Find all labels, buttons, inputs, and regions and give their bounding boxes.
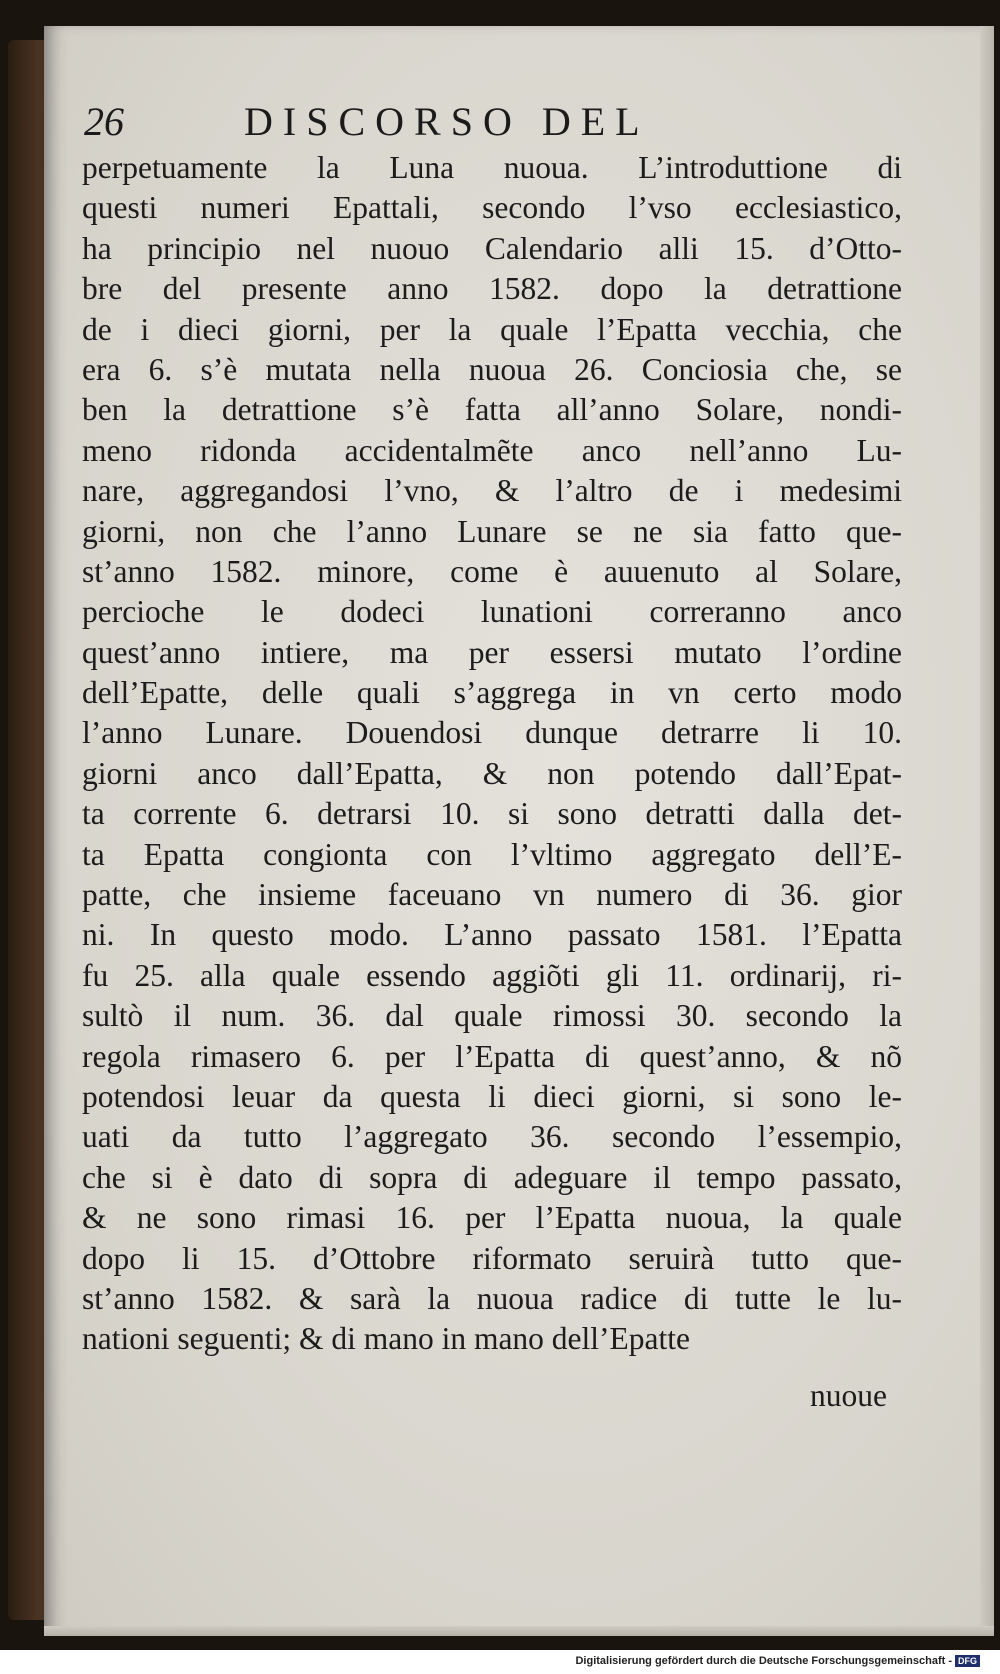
text-line: quest’anno intiere, ma per essersi mutato l’ordine bbox=[82, 634, 902, 670]
text-line: era 6. s’è mutata nella nuoua 26. Conciosia che, se bbox=[82, 351, 902, 387]
running-head: DISCORSO DEL bbox=[244, 99, 650, 144]
funding-credit bbox=[575, 1655, 980, 1667]
text-line: sultò il num. 36. dal quale rimossi 30. secondo la bbox=[82, 998, 902, 1034]
text-line: giorni anco dall’Epatta, & non potendo dall’Epat- bbox=[82, 755, 902, 791]
text-line: regola rimasero 6. per l’Epatta di quest’anno, & nõ bbox=[82, 1038, 902, 1074]
page-edge-bottom bbox=[44, 1626, 994, 1636]
text-line: ta Epatta congionta con l’vltimo aggregato dell’E- bbox=[82, 836, 902, 872]
text-line: questi numeri Epattali, secondo l’vso ecclesiastico, bbox=[82, 190, 902, 226]
footer-strip bbox=[0, 1650, 1000, 1674]
text-line: nare, aggregandosi l’vno, & l’altro de i medesimi bbox=[82, 473, 902, 509]
body-text bbox=[82, 148, 902, 1360]
text-line: giorni, non che l’anno Lunare se ne sia fatto que- bbox=[82, 513, 902, 549]
text-line: meno ridonda accidentalmẽte anco nell’anno Lu- bbox=[82, 432, 902, 468]
text-line: uati da tutto l’aggregato 36. secondo l’essempio, bbox=[82, 1119, 902, 1155]
page-header bbox=[84, 98, 884, 150]
text-line: patte, che insieme faceuano vn numero di 36. gior bbox=[82, 877, 902, 913]
text-line: dopo li 15. d’Ottobre riformato seruirà tutto que- bbox=[82, 1240, 902, 1276]
text-line: che si è dato di sopra di adeguare il tempo passato, bbox=[82, 1159, 902, 1195]
text-line: fu 25. alla quale essendo aggiõti gli 11. ordinarij, ri- bbox=[82, 957, 902, 993]
page-number: 26 bbox=[84, 99, 124, 144]
page-edge-right bbox=[980, 26, 994, 1636]
text-line: ni. In questo modo. L’anno passato 1581. l’Epatta bbox=[82, 917, 902, 953]
text-line: bre del presente anno 1582. dopo la detrattione bbox=[82, 271, 902, 307]
text-line: & ne sono rimasi 16. per l’Epatta nuoua, la quale bbox=[82, 1200, 902, 1236]
text-line: perpetuamente la Luna nuoua. L’introduttione di bbox=[82, 150, 902, 185]
text-line: l’anno Lunare. Douendosi dunque detrarre li 10. bbox=[82, 715, 902, 751]
text-line: de i dieci giorni, per la quale l’Epatta vecchia, che bbox=[82, 311, 902, 347]
text-line: ben la detrattione s’è fatta all’anno Solare, nondi- bbox=[82, 392, 902, 428]
text-line: st’anno 1582. & sarà la nuoua radice di tutte le lu- bbox=[82, 1280, 902, 1316]
text-line: ha principio nel nuouo Calendario alli 15. d’Otto- bbox=[82, 230, 902, 266]
catchword: nuoue bbox=[810, 1378, 887, 1413]
funding-credit-text: Digitalisierung gefördert durch die Deutsche Forschungsgemeinschaft - bbox=[575, 1655, 952, 1667]
dfg-logo: DFG bbox=[955, 1655, 980, 1667]
text-line: dell’Epatte, delle quali s’aggrega in vn certo modo bbox=[82, 675, 902, 711]
text-line: percioche le dodeci lunationi correranno anco bbox=[82, 594, 902, 630]
text-line: ta corrente 6. detrarsi 10. si sono detratti dalla det- bbox=[82, 796, 902, 832]
text-line: potendosi leuar da questa li dieci giorni, si sono le- bbox=[82, 1078, 902, 1114]
text-line: st’anno 1582. minore, come è auuenuto al Solare, bbox=[82, 553, 902, 589]
text-line: nationi seguenti; & di mano in mano dell’Epatte bbox=[82, 1321, 690, 1357]
